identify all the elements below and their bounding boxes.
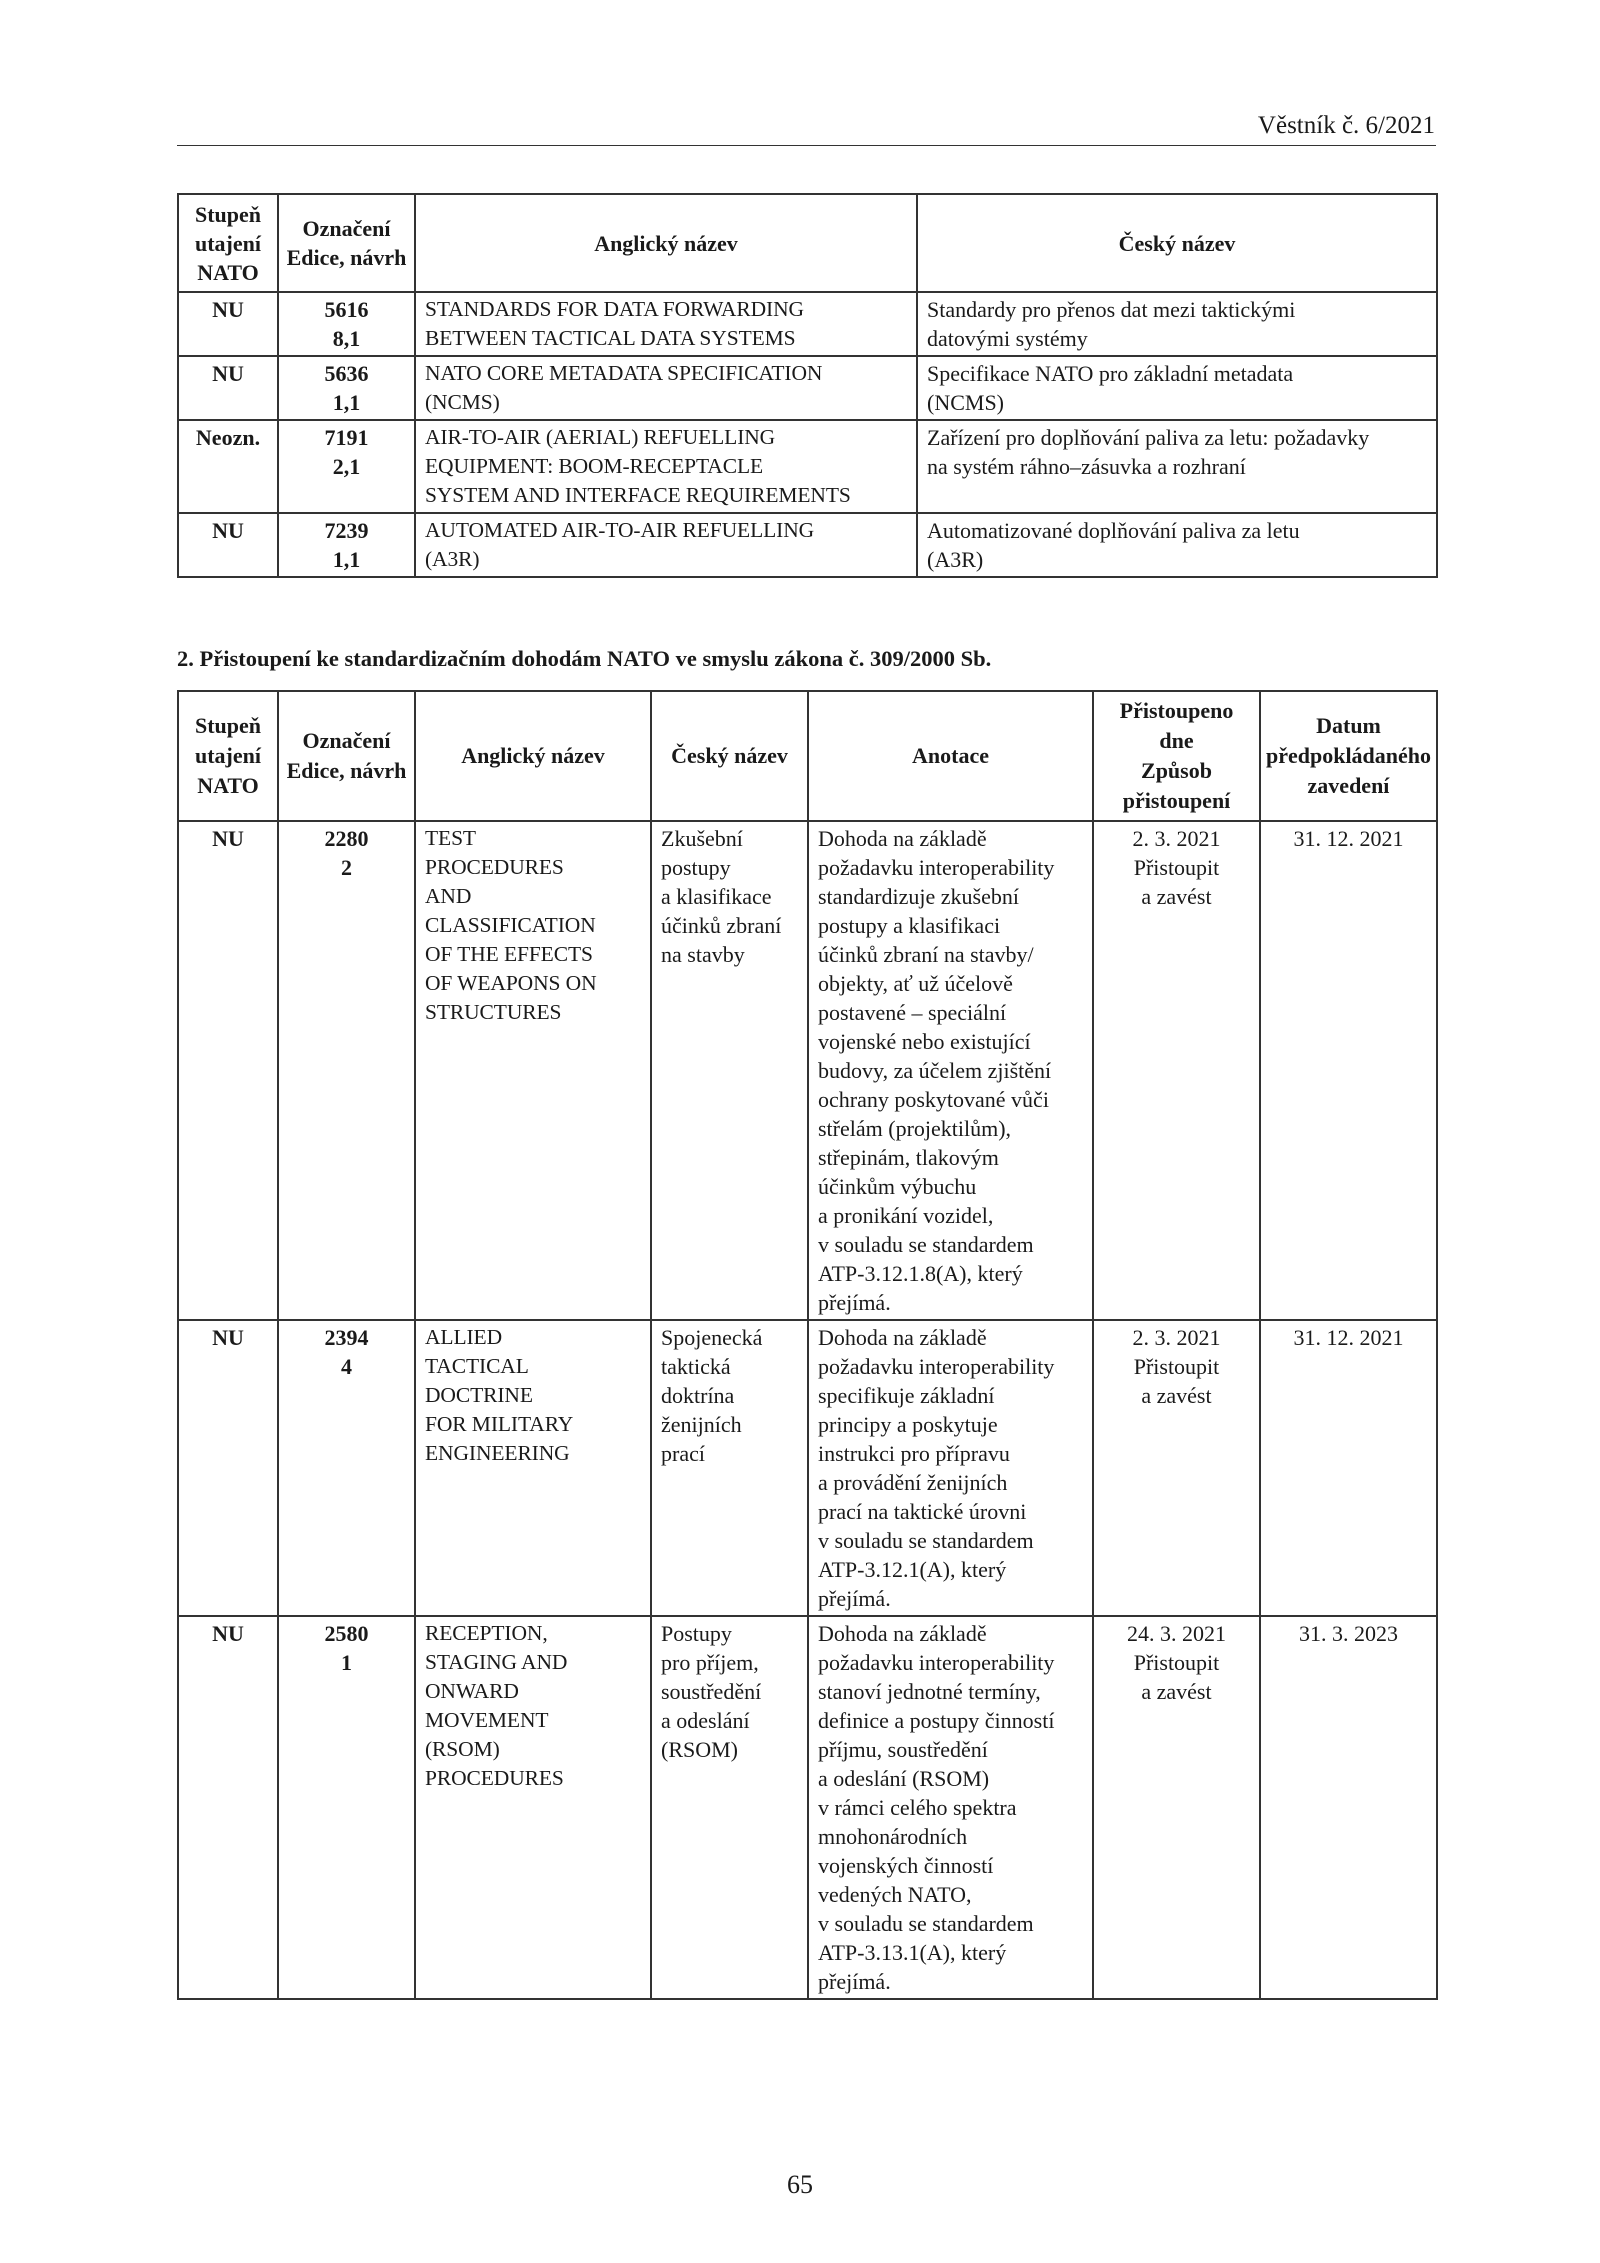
- accession-cell: 2. 3. 2021 Přistoupit a zavést: [1093, 821, 1260, 1320]
- table1-header-row: [178, 194, 1437, 292]
- annotation-cell: Dohoda na základě požadavku interoperability stanoví jednotné termíny, definice a postupy činností příjmu, soustředění a odeslání (RSOM) v rámci celého spektra mnohonárodních vojenských činností vedených NATO, v souladu se standardem ATP-3.13.1(A), který přejímá.: [808, 1616, 1093, 1999]
- table1-col-level: Stupeň utajení NATO: [178, 194, 278, 292]
- english-name-cell: ALLIED TACTICAL DOCTRINE FOR MILITARY ENGINEERING: [415, 1320, 651, 1616]
- czech-name-cell: Specifikace NATO pro základní metadata (NCMS): [917, 356, 1437, 420]
- table2-col-level: Stupeň utajení NATO: [178, 691, 278, 821]
- table-row: [178, 513, 1437, 577]
- level-cell: NU: [178, 1616, 278, 1999]
- table1-col-english: Anglický název: [415, 194, 917, 292]
- english-name-cell: STANDARDS FOR DATA FORWARDING BETWEEN TACTICAL DATA SYSTEMS: [415, 292, 917, 356]
- annotation-cell: Dohoda na základě požadavku interoperability specifikuje základní principy a poskytuje instrukci pro přípravu a provádění ženijních prací na taktické úrovni v souladu se standardem ATP-3.12.1(A), který přejímá.: [808, 1320, 1093, 1616]
- table-row: [178, 420, 1437, 513]
- czech-name-cell: Zařízení pro doplňování paliva za letu: požadavky na systém ráhno–zásuvka a rozhraní: [917, 420, 1437, 513]
- english-name-cell: NATO CORE METADATA SPECIFICATION (NCMS): [415, 356, 917, 420]
- czech-name-cell: Standardy pro přenos dat mezi taktickými datovými systémy: [917, 292, 1437, 356]
- table1-col-czech: Český název: [917, 194, 1437, 292]
- level-cell: NU: [178, 356, 278, 420]
- english-name-cell: TEST PROCEDURES AND CLASSIFICATION OF THE EFFECTS OF WEAPONS ON STRUCTURES: [415, 821, 651, 1320]
- table-row: [178, 292, 1437, 356]
- implementation-date-cell: 31. 3. 2023: [1260, 1616, 1437, 1999]
- page-number: 65: [787, 2170, 813, 2199]
- bulletin-header: Věstník č. 6/2021: [1257, 112, 1435, 139]
- implementation-date-cell: 31. 12. 2021: [1260, 821, 1437, 1320]
- table2-header-row: [178, 691, 1437, 821]
- table-row: [178, 1616, 1437, 1999]
- accession-cell: 24. 3. 2021 Přistoupit a zavést: [1093, 1616, 1260, 1999]
- czech-name-cell: Automatizované doplňování paliva za letu (A3R): [917, 513, 1437, 577]
- level-cell: NU: [178, 821, 278, 1320]
- table2-col-czech: Český název: [651, 691, 808, 821]
- czech-name-cell: Postupy pro příjem, soustředění a odeslání (RSOM): [651, 1616, 808, 1999]
- level-cell: NU: [178, 513, 278, 577]
- designation-cell: 2394 4: [278, 1320, 415, 1616]
- english-name-cell: RECEPTION, STAGING AND ONWARD MOVEMENT (RSOM) PROCEDURES: [415, 1616, 651, 1999]
- table1-col-designation: Označení Edice, návrh: [278, 194, 415, 292]
- designation-cell: 5636 1,1: [278, 356, 415, 420]
- english-name-cell: AIR-TO-AIR (AERIAL) REFUELLING EQUIPMENT: BOOM-RECEPTACLE SYSTEM AND INTERFACE REQUIREMENTS: [415, 420, 917, 513]
- designation-cell: 2580 1: [278, 1616, 415, 1999]
- czech-name-cell: Zkušební postupy a klasifikace účinků zbraní na stavby: [651, 821, 808, 1320]
- table2-col-annotation: Anotace: [808, 691, 1093, 821]
- table-row: [178, 356, 1437, 420]
- level-cell: Neozn.: [178, 420, 278, 513]
- standards-table-1: [177, 193, 1438, 578]
- designation-cell: 5616 8,1: [278, 292, 415, 356]
- level-cell: NU: [178, 292, 278, 356]
- designation-cell: 2280 2: [278, 821, 415, 1320]
- table2-col-accession: Přistoupeno dne Způsob přistoupení: [1093, 691, 1260, 821]
- table2-col-implementation: Datum předpokládaného zavedení: [1260, 691, 1437, 821]
- table2-col-english: Anglický název: [415, 691, 651, 821]
- table-row: [178, 821, 1437, 1320]
- table2-col-designation: Označení Edice, návrh: [278, 691, 415, 821]
- section-title: 2. Přistoupení ke standardizačním dohodám NATO ve smyslu zákona č. 309/2000 Sb.: [177, 646, 992, 671]
- table-row: [178, 1320, 1437, 1616]
- header-rule: [177, 145, 1436, 146]
- designation-cell: 7239 1,1: [278, 513, 415, 577]
- designation-cell: 7191 2,1: [278, 420, 415, 513]
- czech-name-cell: Spojenecká taktická doktrína ženijních prací: [651, 1320, 808, 1616]
- english-name-cell: AUTOMATED AIR-TO-AIR REFUELLING (A3R): [415, 513, 917, 577]
- standards-table-2: [177, 690, 1438, 2000]
- level-cell: NU: [178, 1320, 278, 1616]
- accession-cell: 2. 3. 2021 Přistoupit a zavést: [1093, 1320, 1260, 1616]
- implementation-date-cell: 31. 12. 2021: [1260, 1320, 1437, 1616]
- annotation-cell: Dohoda na základě požadavku interoperability standardizuje zkušební postupy a klasifikaci účinků zbraní na stavby/ objekty, ať už účelově postavené – speciální vojenské nebo existující budovy, za účelem zjištění ochrany poskytované vůči střelám (projektilům), střepinám, tlakovým účinkům výbuchu a pronikání vozidel, v souladu se standardem ATP-3.12.1.8(A), který přejímá.: [808, 821, 1093, 1320]
